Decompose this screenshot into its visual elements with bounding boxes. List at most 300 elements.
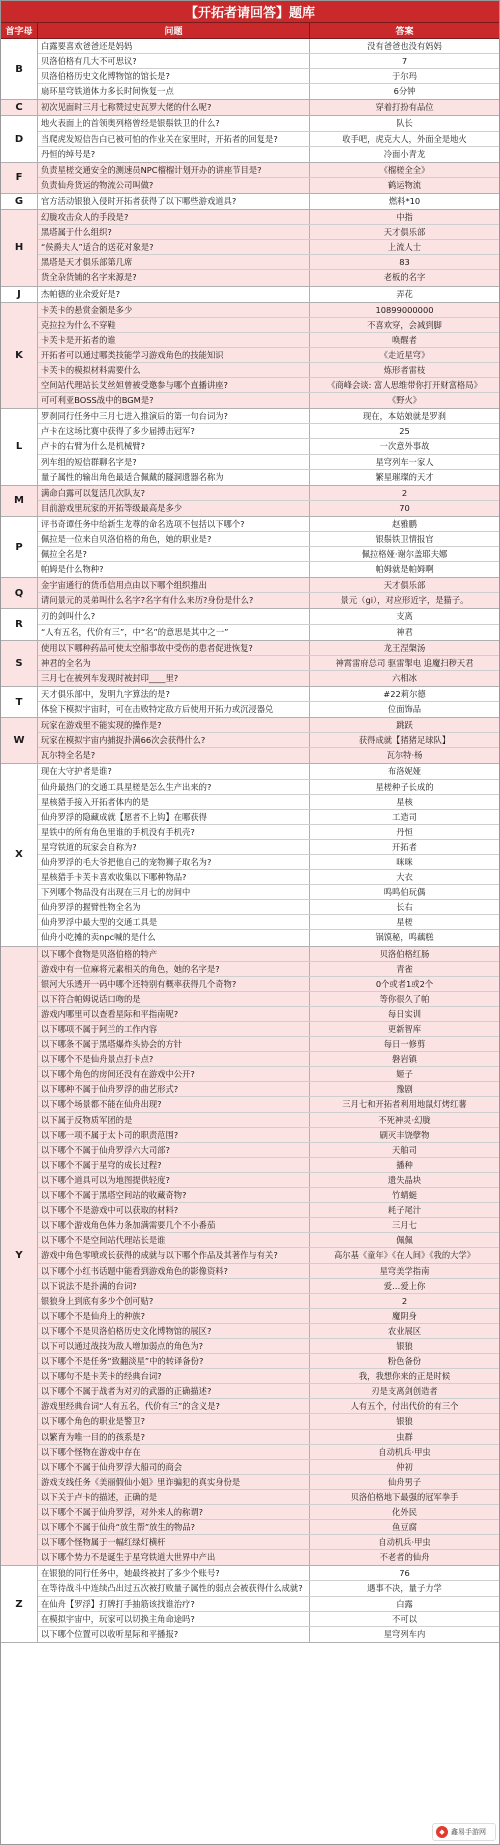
question-cell: 量子属性的输出角色最适合佩戴的隧洞遗器名称为 [38, 470, 310, 485]
table-row [38, 947, 499, 962]
table-row [38, 318, 499, 333]
question-cell: 星穹铁道的玩家会自称为? [38, 840, 310, 854]
question-cell: 以下哪个不属于仙舟罗浮六大司部? [38, 1143, 310, 1157]
table-row [38, 1143, 499, 1158]
group-letter: J [1, 287, 38, 302]
question-cell: 初次见面时三月七称赞过史瓦罗大佬的什么呢? [38, 100, 310, 115]
question-cell: “人有五名，代价有三”，中“名”的意思是其中之一” [38, 625, 310, 640]
answer-cell: 《榴槎全全》 [379, 164, 430, 175]
answer-cell: 10899000000 [375, 304, 434, 315]
table-row [38, 147, 499, 162]
sheet-title: 【开拓者请回答】题库 [1, 1, 499, 23]
answer-cell: 开拓者 [392, 841, 417, 852]
answer-cell: 六相冰 [392, 672, 417, 683]
answer-cell: 龙王涅槃汤 [383, 642, 426, 653]
table-row [38, 1052, 499, 1067]
group-letter: K [1, 303, 38, 409]
group-rows [38, 303, 499, 409]
question-cell: 游戏中角色零喷或长获得的成就与以下哪个作品及其著作与有关? [38, 1248, 310, 1262]
table-row [38, 1067, 499, 1082]
answer-cell: 仙舟男子 [387, 1476, 422, 1487]
question-cell: 刃的剑叫什么? [38, 609, 310, 623]
question-cell: 货全杂货铺的名字来源是? [38, 270, 310, 285]
group-rows [38, 578, 499, 608]
answer-cell: 佩佩 [396, 1235, 413, 1246]
answer-cell: 遗失晶块 [387, 1174, 422, 1185]
table-row [38, 303, 499, 318]
question-cell: 卡芙卡的悬赏金额是多少 [38, 303, 310, 317]
question-cell: 官方活动银狼入侵时开拓者获得了以下哪些游戏道具? [38, 194, 310, 209]
table-row [38, 1475, 499, 1490]
table-row [38, 116, 499, 131]
table-row [38, 1581, 499, 1596]
table-row [38, 39, 499, 54]
answer-cell: 冷面小青龙 [383, 148, 426, 159]
letter-group [1, 303, 499, 410]
question-cell: 下列哪个物品没有出现在三月七的房间中 [38, 885, 310, 899]
group-rows [38, 947, 499, 1566]
answer-cell: 大衣 [396, 872, 413, 883]
group-letter: L [1, 409, 38, 484]
answer-cell: 83 [399, 257, 410, 268]
table-row [38, 718, 499, 733]
group-rows [38, 687, 499, 717]
question-cell: 罗刹同行任务中三月七进入推演后的第一句台词为? [38, 409, 310, 423]
question-cell: 银狼身上到底有多少个创可贴? [38, 1294, 310, 1308]
question-cell: 游戏里经典台词“人有五名，代价有三”的含义是? [38, 1399, 310, 1413]
question-cell: 神君的全名为 [38, 656, 310, 670]
table-row [38, 1233, 499, 1248]
question-cell: 玩家在游戏里不能实现的操作是? [38, 718, 310, 732]
table-row [38, 1354, 499, 1369]
question-cell: 星铁中的所有角色里谁的手机没有手机壳? [38, 825, 310, 839]
letter-group [1, 517, 499, 578]
table-row [38, 517, 499, 532]
question-cell: 以下可以通过战技为敌人增加弱点的角色为? [38, 1339, 310, 1353]
answer-cell: 帕姆就是帕姆啊 [375, 564, 434, 575]
table-row [38, 915, 499, 930]
question-cell: 白露要喜欢爸爸还是妈妈 [38, 39, 310, 53]
table-row [38, 840, 499, 855]
answer-cell: 星核 [396, 796, 413, 807]
answer-cell: 粉色备份 [387, 1356, 422, 1367]
table-row [38, 1294, 499, 1309]
answer-cell: 支离 [396, 611, 413, 622]
table-row [38, 100, 499, 115]
letter-group [1, 764, 499, 946]
table-row [38, 1128, 499, 1143]
answer-cell: 刃是支离剑创造者 [371, 1386, 438, 1397]
answer-cell: 星穹列车一家人 [375, 456, 434, 467]
table-row [38, 885, 499, 900]
table-row [38, 363, 499, 378]
table-row [38, 1203, 499, 1218]
question-cell: 卢卡在这场比赛中获得了多少届搏击冠军? [38, 424, 310, 438]
answer-cell: 天才俱乐部 [383, 227, 426, 238]
question-cell: 现在大守护者是谁? [38, 764, 310, 778]
table-row [38, 1535, 499, 1550]
answer-cell: 收手吧，虎克大人，外面全是地火 [342, 133, 467, 144]
question-cell: 以下哪个不属于星穹的成长过程? [38, 1158, 310, 1172]
group-rows [38, 100, 499, 115]
table-row [38, 930, 499, 945]
header-letter: 首字母 [1, 23, 38, 38]
answer-cell: 位面饰品 [387, 704, 422, 715]
group-letter: B [1, 39, 38, 99]
group-letter: R [1, 609, 38, 639]
question-cell: 以下哪一项不属于太卜司的职责范围? [38, 1128, 310, 1142]
table-row [38, 1597, 499, 1612]
answer-cell: 70 [399, 502, 410, 513]
answer-cell: 鱼豆腐 [392, 1522, 417, 1533]
question-cell: 以下哪个场景都不能在仙舟出现? [38, 1097, 310, 1111]
table-row [38, 1505, 499, 1520]
question-cell: 以下哪个小红书话题中能看到游戏角色的影像资料? [38, 1264, 310, 1278]
answer-cell: 磐岩镇 [392, 1054, 417, 1065]
question-cell: 以下哪个不是贝洛伯格历史文化博物馆的展区? [38, 1324, 310, 1338]
answer-cell: 瓦尔特·杨 [386, 750, 423, 761]
letter-group [1, 486, 499, 517]
group-letter: Q [1, 578, 38, 608]
group-letter: X [1, 764, 38, 945]
question-cell: 贝洛伯格历史文化博物馆的馆长是? [38, 69, 310, 83]
table-row [38, 255, 499, 270]
group-rows [38, 641, 499, 686]
table-row [38, 609, 499, 624]
table-row [38, 1414, 499, 1429]
question-cell: 仙舟最热门的交通工具星槎是怎么生产出来的? [38, 780, 310, 794]
group-letter: T [1, 687, 38, 717]
table-row [38, 163, 499, 178]
answer-cell: 更新智库 [387, 1024, 422, 1034]
question-cell: 佩拉是一位来自贝洛伯格的角色，她的职业是? [38, 532, 310, 546]
answer-cell: 获得成就【猪猪足球队】 [358, 735, 451, 746]
question-cell: 游戏支线任务《美丽假仙小姐》里诈骗犯的真实身份是 [38, 1475, 310, 1489]
group-letter: C [1, 100, 38, 115]
watermark-text: 鑫易手游网 [451, 1828, 486, 1836]
answer-cell: 《商峰会谈: 富人思维带你打开财富格局》 [327, 380, 482, 391]
question-cell: 佩拉全名是? [38, 547, 310, 561]
question-cell: 游戏中有一位麻将元素相关的角色，她的名字是? [38, 962, 310, 976]
table-row [38, 593, 499, 608]
letter-group [1, 39, 499, 100]
table-row [38, 1264, 499, 1279]
question-cell: 以下哪个角色的房间还没有在游戏中公开? [38, 1067, 310, 1081]
table-row [38, 287, 499, 302]
table-row [38, 825, 499, 840]
answer-cell: 星槎种子长成的 [375, 781, 434, 792]
group-letter: Y [1, 947, 38, 1566]
question-cell: 以下哪条不属于黑塔爆炸头协会的方针 [38, 1037, 310, 1051]
answer-cell: 不可以 [392, 1613, 417, 1624]
table-row [38, 84, 499, 99]
table-row [38, 210, 499, 225]
table-row [38, 578, 499, 593]
answer-cell: 星槎 [396, 917, 413, 928]
table-row [38, 855, 499, 870]
table-row [38, 1490, 499, 1505]
letter-group [1, 947, 499, 1567]
answer-cell: 星穹美学指南 [379, 1265, 430, 1276]
header-row [1, 23, 499, 39]
table-row [38, 424, 499, 439]
answer-cell: 不老者的仙舟 [379, 1552, 430, 1563]
question-cell: 以下哪个不是任务“致翻淡星”中的转译备份? [38, 1354, 310, 1368]
letter-group [1, 609, 499, 640]
answer-cell: 每日一修剪 [383, 1039, 426, 1050]
question-cell: 开拓者可以通过哪类技能学习游戏角色的技能知识 [38, 348, 310, 362]
table-row [38, 333, 499, 348]
group-letter: Z [1, 1566, 38, 1641]
question-cell: 地火表面上的首领奥列格曾经是银鬃铁卫的什么? [38, 116, 310, 130]
question-cell: 以下哪个怪物在游戏中存在 [38, 1445, 310, 1459]
question-cell: 卡芙卡是开拓者的谁 [38, 333, 310, 347]
table-row [38, 547, 499, 562]
question-cell: 以下哪个不是仙舟景点打卡点? [38, 1052, 310, 1066]
group-letter: D [1, 116, 38, 161]
answer-cell: 化外民 [392, 1507, 417, 1517]
table-row [38, 671, 499, 686]
answer-cell: 星穹列车内 [383, 1628, 426, 1639]
question-cell: 天才俱乐部中，发明九字算法的是? [38, 687, 310, 701]
question-cell: 三月七在被列车发现时被封印____里? [38, 671, 310, 686]
letter-group [1, 409, 499, 485]
table-row [38, 1218, 499, 1233]
group-letter: M [1, 486, 38, 516]
table-row [38, 687, 499, 702]
question-cell: 幻胧攻击众人的手段是? [38, 210, 310, 224]
answer-cell: 0个或者1或2个 [375, 978, 434, 989]
question-cell: 在银狼的同行任务中，她最终被封了多少个账号? [38, 1566, 310, 1580]
question-cell: 评书奇谭任务中给新生龙尊的命名选项不包括以下哪个? [38, 517, 310, 531]
question-cell: 以繁育为唯一目的的孩系是? [38, 1430, 310, 1444]
answer-cell: 《走近星穹》 [379, 349, 430, 360]
answer-cell: 7 [401, 56, 408, 67]
answer-cell: 刷灭丰饶孽物 [379, 1129, 430, 1140]
question-cell: 以下哪个不属于仙舟罗浮大船司的商会 [38, 1460, 310, 1474]
answer-cell: 虫群 [396, 1431, 413, 1442]
table-row [38, 439, 499, 454]
question-cell: 以下属于反物质军团的是 [38, 1113, 310, 1127]
question-cell: 列车组的短信群聊名字是? [38, 455, 310, 469]
answer-cell: 6分钟 [393, 86, 416, 97]
question-cell: 仙舟罗浮中最大型的交通工具是 [38, 915, 310, 929]
answer-cell: 人有五个，付出代价的有三个 [350, 1401, 459, 1412]
question-cell: 使用以下哪种药品可使太空船事故中受伤的患者促进恢复? [38, 641, 310, 655]
table-row [38, 1627, 499, 1642]
answer-cell: 佩拉格娅·谢尔盖耶夫娜 [361, 549, 448, 560]
answer-cell: 2 [401, 1295, 408, 1306]
answer-cell: 青雀 [396, 963, 413, 974]
group-rows [38, 116, 499, 161]
question-cell: 在模拟宇宙中，玩家可以切换主角命途吗? [38, 1612, 310, 1626]
answer-cell: 天才俱乐部 [383, 580, 426, 591]
table-row [38, 348, 499, 363]
question-cell: 卢卡的右臂为什么是机械臂? [38, 439, 310, 453]
table-row [38, 1082, 499, 1097]
table-row [38, 1384, 499, 1399]
table-row [38, 132, 499, 147]
question-cell: 卡芙卡的模拟材料需要什么 [38, 363, 310, 377]
group-rows [38, 486, 499, 516]
answer-cell: 于尔玛 [392, 71, 417, 82]
question-cell: 黑塔属于什么组织? [38, 225, 310, 239]
table-row [38, 1309, 499, 1324]
answer-cell: 自动机兵·甲虫 [378, 1537, 431, 1548]
answer-cell: 神霄雷府总司 驱雷掣电 追魔扫秽天君 [335, 657, 474, 668]
question-cell: 以下符合帕姆说话口吻的是 [38, 992, 310, 1006]
question-cell: 以下哪个不属于战者为对刃的武器的正确描述? [38, 1384, 310, 1398]
question-cell: 空间站代理站长艾丝妲曾被受邀参与哪个直播讲座? [38, 378, 310, 392]
question-cell: 以下哪个不属于仙舟“放生帮”放生的物品? [38, 1520, 310, 1534]
question-cell: 可可利亚BOSS战中的BGM是? [38, 393, 310, 408]
table-row [38, 54, 499, 69]
letter-group [1, 718, 499, 764]
table-row [38, 1550, 499, 1565]
table-row [38, 962, 499, 977]
table-row [38, 1158, 499, 1173]
question-cell: 以下说法不是扑满的台词? [38, 1279, 310, 1293]
answer-cell: 景元（gi），对应形近字，是猫子。 [340, 595, 469, 606]
question-cell: 游戏内哪里可以查看星际和平指南呢? [38, 1007, 310, 1021]
table-row [38, 1369, 499, 1384]
question-cell: 以下哪种不属于仙舟罗浮的曲艺形式? [38, 1082, 310, 1096]
table-row [38, 780, 499, 795]
table-row [38, 69, 499, 84]
answer-cell: 长右 [396, 902, 413, 913]
table-row [38, 1007, 499, 1022]
answer-cell: 炼形者雷枝 [383, 364, 426, 375]
question-cell: 仙舟罗浮的隐藏成就【愿者不上钩】在哪获得 [38, 810, 310, 824]
answer-cell: #22莉尔德 [383, 688, 426, 699]
question-cell: 金宇宙通行的货币信用点由以下哪个组织推出 [38, 578, 310, 592]
answer-cell: 魔阴身 [392, 1310, 417, 1321]
answer-cell: 2 [401, 487, 408, 498]
table-row [38, 1399, 499, 1414]
table-row [38, 455, 499, 470]
table-row [38, 240, 499, 255]
answer-cell: 不死神灵·幻胧 [378, 1114, 431, 1125]
answer-cell: 布洛妮娅 [387, 766, 422, 777]
group-letter: G [1, 194, 38, 209]
table-row [38, 1279, 499, 1294]
site-watermark [432, 1823, 496, 1841]
table-row [38, 1520, 499, 1535]
question-cell: 仙舟罗浮的握臂性物全名为 [38, 900, 310, 914]
table-row [38, 562, 499, 577]
question-cell: 黑塔是天才俱乐部第几席 [38, 255, 310, 269]
table-row [38, 393, 499, 408]
table-row [38, 1430, 499, 1445]
question-cell: 星核猎手卡芙卡喜欢收集以下哪种物品? [38, 870, 310, 884]
answer-cell: 唤醒者 [392, 334, 417, 345]
answer-cell: 我，我想你来的正是时候 [358, 1371, 451, 1382]
letter-group [1, 210, 499, 286]
table-row [38, 270, 499, 285]
answer-cell: 赵雅鹏 [392, 518, 417, 529]
answer-cell: 没有爸爸也没有妈妈 [367, 41, 442, 51]
answer-cell: 银狼 [396, 1416, 413, 1427]
answer-cell: 咪咪 [396, 856, 413, 867]
question-cell: 满命白露可以复活几次队友? [38, 486, 310, 500]
letter-group [1, 1566, 499, 1642]
answer-cell: 弄花 [396, 288, 413, 299]
table-row [38, 532, 499, 547]
question-cell: 扇环星穹铁道体力多长时间恢复一点 [38, 84, 310, 99]
group-letter: W [1, 718, 38, 763]
question-cell: 以下哪项不属于阿兰的工作内容 [38, 1022, 310, 1036]
group-letter: H [1, 210, 38, 285]
answer-cell: 76 [399, 1568, 410, 1579]
table-row [38, 795, 499, 810]
letter-group [1, 687, 499, 718]
question-cell: 以下哪个位置可以收听星际和平播报? [38, 1627, 310, 1642]
game-logo-icon: ◆ [436, 1826, 448, 1838]
answer-cell: 队长 [396, 118, 413, 129]
table-row [38, 1612, 499, 1627]
answer-cell: 三月七 [392, 1220, 417, 1231]
letter-group [1, 163, 499, 194]
answer-cell: 农业展区 [387, 1325, 422, 1336]
table-row [38, 225, 499, 240]
table-row [38, 870, 499, 885]
answer-cell: 高尔基《童年》《在人间》《我的大学》 [333, 1250, 476, 1261]
table-row [38, 178, 499, 193]
question-cell: 当爬虎发短信告白已被可怕的作业关在家里时，开拓者的回复是? [38, 132, 310, 146]
answer-cell: 锅馍秘，鸣藕糕 [375, 932, 434, 943]
question-cell: 负责星槎交通安全的测速员NPC榴榴计划开办的讲座节目是? [38, 163, 310, 177]
answer-cell: 姬子 [396, 1069, 413, 1080]
answer-cell: 贝洛伯格红肠 [379, 948, 430, 959]
table-row [38, 641, 499, 656]
question-cell: 仙舟小吃摊的卖npc喊的是什么 [38, 930, 310, 945]
answer-cell: 每日实训 [387, 1008, 422, 1019]
group-rows [38, 287, 499, 302]
table-row [38, 702, 499, 717]
question-cell: 帕姆是什么物种? [38, 562, 310, 577]
group-rows [38, 210, 499, 285]
answer-cell: 白露 [396, 1598, 413, 1609]
question-cell: 瓦尔特全名是? [38, 748, 310, 763]
question-cell: 仙舟罗浮的毛大爷把他自己的宠物狮子取名为? [38, 855, 310, 869]
table-row [38, 1037, 499, 1052]
answer-cell: 天舶司 [392, 1144, 417, 1155]
table-row [38, 486, 499, 501]
answer-cell: 遇事不决，量子力学 [367, 1583, 442, 1594]
header-question: 问题 [38, 23, 310, 38]
header-answer: 答案 [395, 27, 414, 37]
answer-cell: 现在，本姑娘就是罗刹 [363, 411, 446, 422]
table-row [38, 1566, 499, 1581]
question-cell: 请问景元的灵弟叫什么名字?名字有什么来历?身份是什么? [38, 593, 310, 608]
table-row [38, 900, 499, 915]
answer-cell: 鹤运物流 [387, 179, 422, 190]
table-row [38, 733, 499, 748]
letter-group [1, 641, 499, 687]
question-cell: 在等待战斗中连续凸出过五次被打败量子属性的弱点会被获得什么成就? [38, 1581, 310, 1595]
table-row [38, 1188, 499, 1203]
answer-cell: 《野火》 [387, 395, 422, 406]
answer-cell: 等你很久了帕 [379, 993, 430, 1004]
question-cell: 目前游戏里玩家的开拓等级最高是多少 [38, 501, 310, 516]
table-row [38, 1097, 499, 1112]
table-row [38, 1339, 499, 1354]
question-cell: 在仙舟【罗浮】打牌打手抽筋该找谁治疗? [38, 1597, 310, 1611]
answer-cell: 耗子尾汁 [387, 1205, 422, 1216]
answer-cell: 中指 [396, 212, 413, 223]
table-row [38, 470, 499, 485]
table-row [38, 1324, 499, 1339]
